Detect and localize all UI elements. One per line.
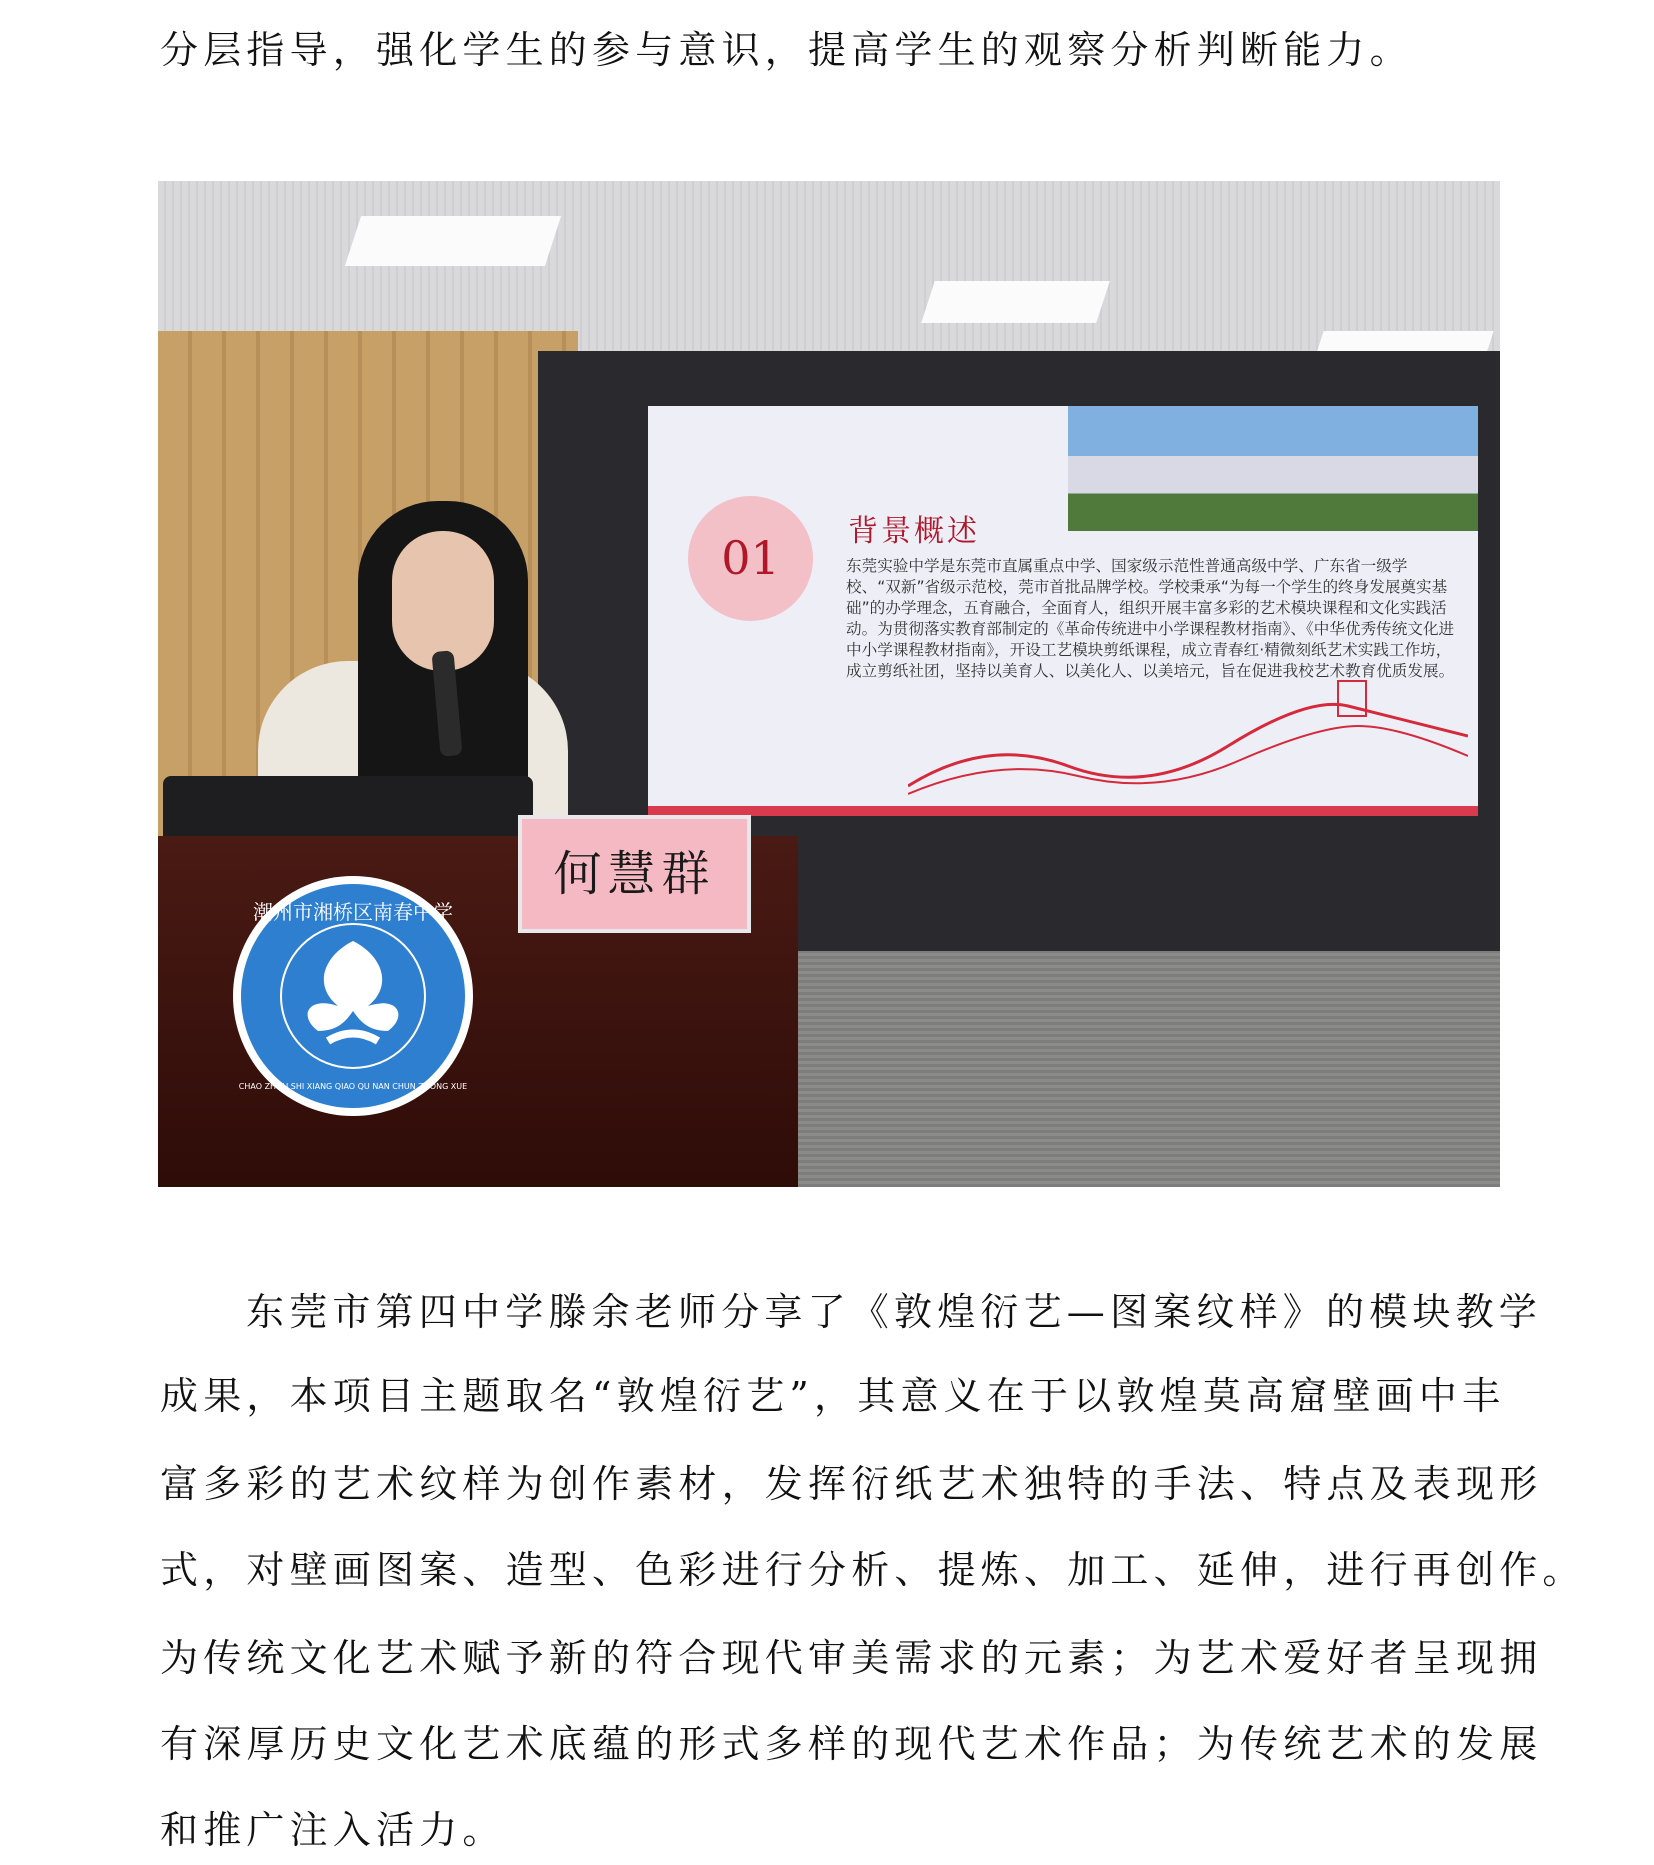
paragraph-line: 式，对壁画图案、造型、色彩进行分析、提炼、加工、延伸，进行再创作。 (160, 1548, 1586, 1592)
paragraph-line: 成果，本项目主题取名“敦煌衍艺”，其意义在于以敦煌莫高窟壁画中丰 (160, 1374, 1506, 1418)
event-photo (158, 181, 1500, 1187)
slide-body: 东莞实验中学是东莞市直属重点中学、国家级示范性普通高级中学、广东省一级学校、“双新”省级示范校，莞市首批品牌学校。学校秉承“为每一个学生的终身发展奠实基础”的办学理念，五育融合，全面育人，组织开展丰富多彩的艺术模块课程和文化实践活动。为贯彻落实教育部制定的《革命传统进中小学课程教材指南》、《中华优秀传统文化进中小学课程教材指南》，开设工艺模块剪纸课程，成立青春红·精微刻纸艺术实践工作坊，成立剪纸社团，坚持以美育人、以美化人、以美培元，旨在促进我校艺术教育优质发展。 (846, 557, 1455, 680)
school-logo (228, 871, 478, 1121)
logo-text-cn: 潮州市湘桥区南春中学 (253, 900, 453, 924)
slide-title: 背景概述 (848, 514, 980, 549)
paragraph-line: 和推广注入活力。 (160, 1808, 506, 1852)
presenter-face (392, 531, 494, 671)
nameplate: 何慧群 (518, 815, 751, 933)
ceiling-light (345, 216, 561, 266)
presentation-slide (648, 406, 1478, 816)
logo-text-en: CHAO ZHOU SHI XIANG QIAO QU NAN CHUN ZHONG XUE (238, 1082, 468, 1091)
top-text-line: 分层指导，强化学生的参与意识，提高学生的观察分析判断能力。 (160, 28, 1413, 72)
great-wall-illustration (908, 676, 1468, 796)
paragraph-line: 东莞市第四中学滕余老师分享了《敦煌衍艺—图案纹样》的模块教学 (246, 1290, 1543, 1334)
carpet-floor (798, 951, 1500, 1187)
school-photo (1068, 406, 1478, 531)
paragraph-line: 为传统文化艺术赋予新的符合现代审美需求的元素；为艺术爱好者呈现拥 (160, 1636, 1543, 1680)
slide-number-badge: 01 (688, 496, 813, 621)
paragraph-line: 富多彩的艺术纹样为创作素材，发挥衍纸艺术独特的手法、特点及表现形 (160, 1462, 1543, 1506)
paragraph-line: 有深厚历史文化艺术底蕴的形式多样的现代艺术作品；为传统艺术的发展 (160, 1722, 1543, 1766)
ceiling-light (921, 281, 1110, 323)
